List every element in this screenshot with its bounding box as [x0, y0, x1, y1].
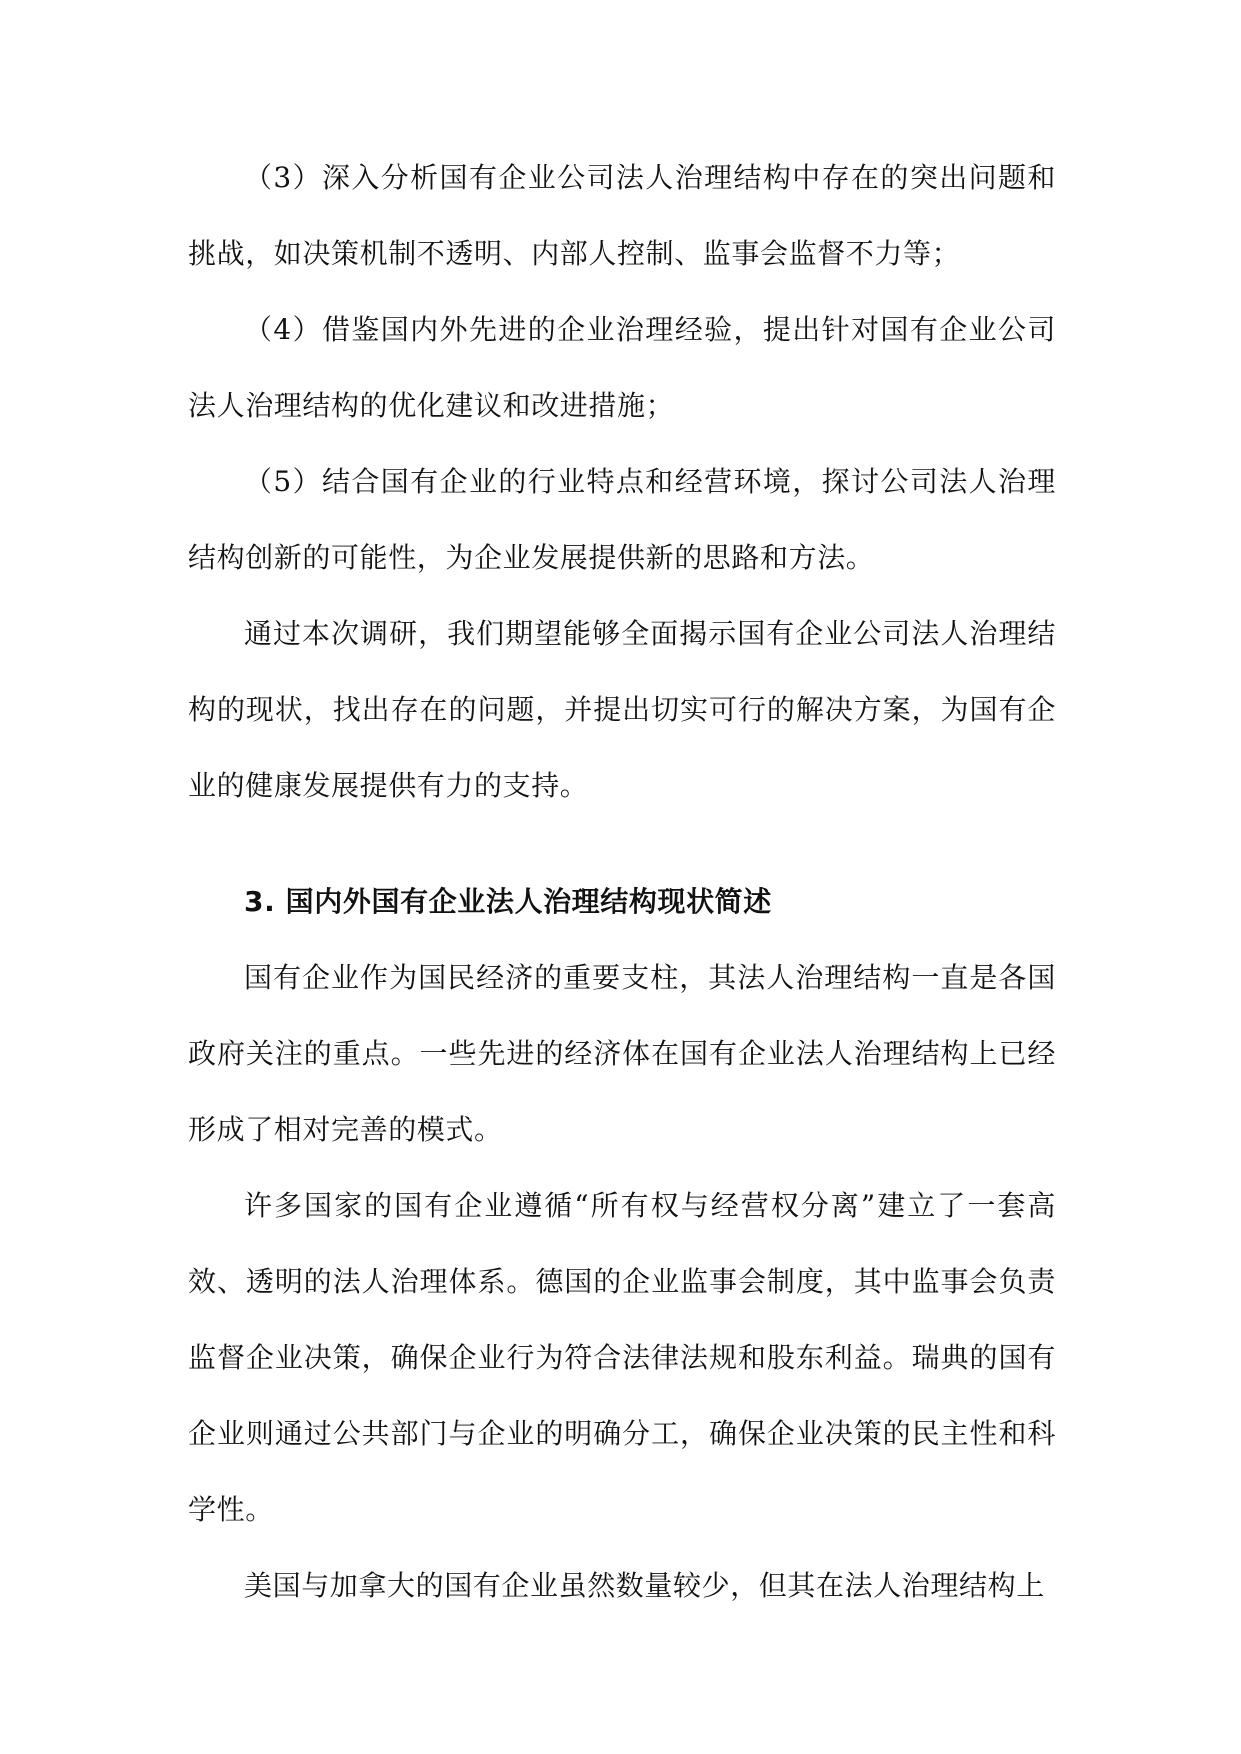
paragraph-research-summary: 通过本次调研，我们期望能够全面揭示国有企业公司法人治理结构的现状，找出存在的问题，并提出切实可行的解决方案，为国有企业的健康发展提供有力的支持。: [188, 617, 1056, 802]
paragraph-international-models: 许多国家的国有企业遵循“所有权与经营权分离”建立了一套高效、透明的法人治理体系。德国的企业监事会制度，其中监事会负责监督企业决策，确保企业行为符合法律法规和股东利益。瑞典的国有企业则通过公共部门与企业的明确分工，确保企业决策的民主性和科学性。: [188, 1189, 1056, 1526]
paragraph-us-canada: 美国与加拿大的国有企业虽然数量较少，但其在法人治理结构上: [244, 1569, 1045, 1602]
document-body: [188, 140, 1056, 1624]
paragraph-item-3: （3）深入分析国有企业公司法人治理结构中存在的突出问题和挑战，如决策机制不透明、内部人控制、监事会监督不力等；: [188, 161, 1056, 270]
paragraph-item-5: （5）结合国有企业的行业特点和经营环境，探讨公司法人治理结构创新的可能性，为企业发展提供新的思路和方法。: [188, 465, 1056, 574]
section-heading: 3. 国内外国有企业法人治理结构现状简述: [244, 885, 772, 918]
paragraph-item-4: （4）借鉴国内外先进的企业治理经验，提出针对国有企业公司法人治理结构的优化建议和改进措施；: [188, 313, 1056, 422]
paragraph-soe-overview: 国有企业作为国民经济的重要支柱，其法人治理结构一直是各国政府关注的重点。一些先进的经济体在国有企业法人治理结构上已经形成了相对完善的模式。: [188, 961, 1056, 1146]
